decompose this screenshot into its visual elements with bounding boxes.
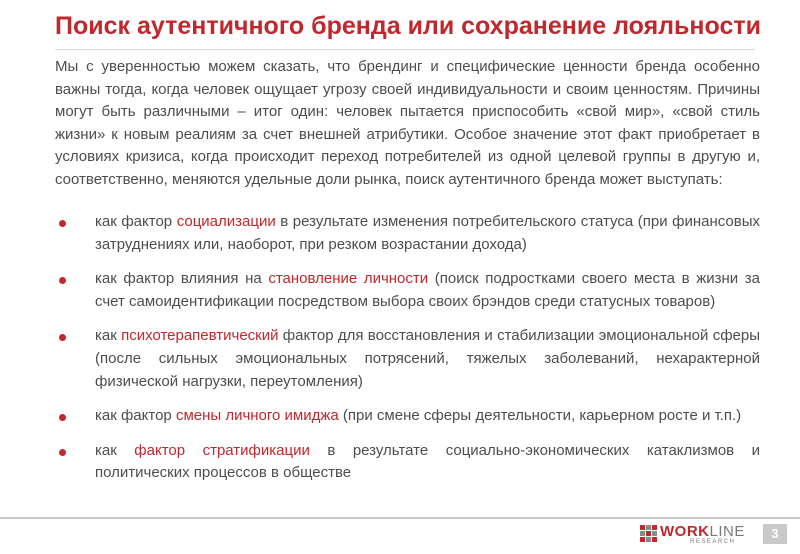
list-item-text: в результате изменения потребительского статуса (при финансовых затруднениях или, наоборот, при резком возрастании дохода) xyxy=(95,213,761,253)
list-item-highlight: смены личного имиджа xyxy=(175,407,339,425)
bullet-dot-icon xyxy=(59,220,66,227)
logo-wordmark xyxy=(660,523,745,540)
list-item xyxy=(55,405,760,428)
logo-subtitle: RESEARCH xyxy=(690,539,736,545)
bullet-dot-icon xyxy=(59,414,66,421)
logo-word-grey: LINE xyxy=(709,523,745,540)
title-divider xyxy=(55,49,755,50)
bullet-dot-icon xyxy=(59,277,66,284)
list-item-highlight: социализации xyxy=(176,213,276,230)
list-item-text: фактор для восстановления и стабилизации эмоциональной сферы (после сильных эмоциональных потрясений, тяжелых заболеваний, нехарактерной физической нагрузки, переутомления) xyxy=(95,327,760,390)
list-item-text: как xyxy=(95,441,135,459)
list-item-text: как фактор влияния на xyxy=(95,270,269,288)
list-item xyxy=(55,325,760,393)
list-item-text: как xyxy=(95,327,122,345)
list-item xyxy=(55,211,760,256)
slide-title: Поиск аутентичного бренда или сохранение лояльности xyxy=(55,12,761,40)
list-item xyxy=(55,268,760,313)
list-item-text: (поиск подростками своего места в жизни за счет самоидентификации посредством выбора своих брэндов среди статусных товаров) xyxy=(95,270,760,310)
list-item-text: (при смене сферы деятельности, карьерном росте и т.п.) xyxy=(338,407,742,425)
list-item-highlight: психотерапевтический xyxy=(121,327,279,345)
bullet-dot-icon xyxy=(59,334,66,341)
list-item-highlight: становление личности xyxy=(268,270,429,288)
list-item-text: как фактор xyxy=(95,213,177,230)
factor-list xyxy=(55,211,760,497)
bullet-dot-icon xyxy=(59,449,66,456)
page-number-badge: 3 xyxy=(763,524,787,544)
list-item xyxy=(55,440,760,485)
logo-word-red: WORK xyxy=(660,523,710,540)
list-item-highlight: фактор стратификации xyxy=(134,441,310,459)
footer-divider xyxy=(0,517,800,519)
workline-logo xyxy=(640,523,750,549)
list-item-text: как фактор xyxy=(95,407,176,425)
list-item-text: в результате социально-экономических катаклизмов и политических процессов в обществе xyxy=(95,441,761,482)
intro-paragraph: Мы с уверенностью можем сказать, что брендинг и специфические ценности бренда особенно важны тогда, когда человек ощущает угрозу своей индивидуальности и своим ценностям. Причины могут быть различными – итог один: человек пытается приспособить «свой мир», «свой стиль жизни» к новым реалиям за счет внешней атрибутики. Особое значение этот факт приобретает в условиях кризиса, когда происходит переход потребителей из одной целевой группы в другую и, соответственно, меняются удельные доли рынка, поиск аутентичного бренда может выступать: xyxy=(55,58,760,188)
logo-grid-icon xyxy=(640,525,657,542)
